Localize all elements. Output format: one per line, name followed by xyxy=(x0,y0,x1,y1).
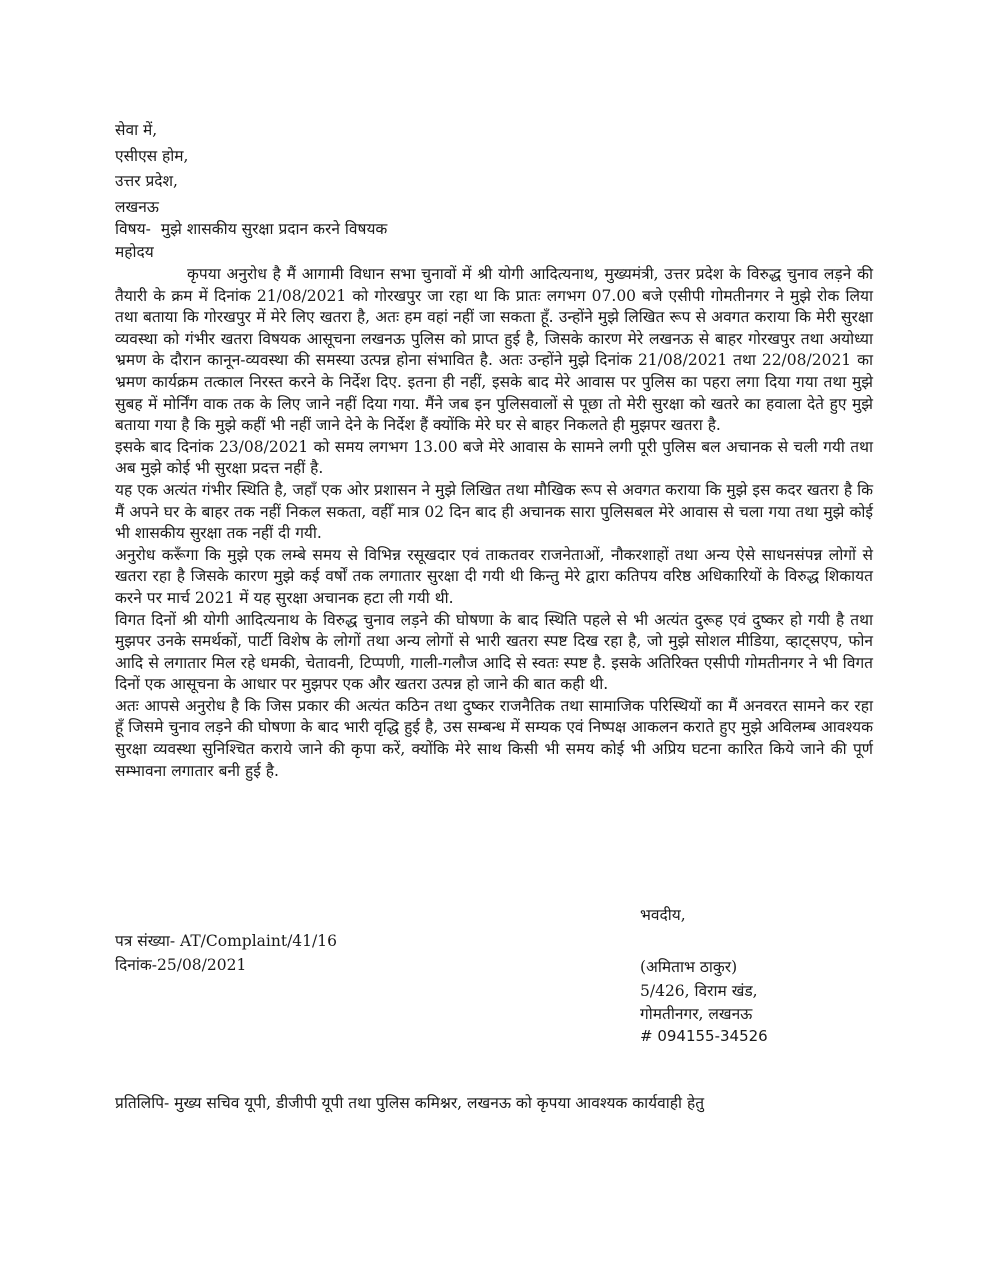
closing: भवदीय, xyxy=(640,906,686,924)
body-paragraph: विगत दिनों श्री योगी आदित्यनाथ के विरुद्ध चुनाव लड़ने की घोषणा के बाद स्थिति पहले से भी अत्यंत दुरूह एवं दुष्कर हो गयी है तथा मुझपर उनके समर्थकों, पार्टी विशेष के लोगों तथा अन्य लोगों से भारी खतरा स्पष्ट दिख रहा है, जो मुझे सोशल मीडिया, व्हाट्सएप, फोन आदि से लगातार मिल रहे धमकी, चेतावनी, टिप्पणी, गाली-गलौज आदि से स्वतः स्पष्ट है. इसके अतिरिक्त एसीपी गोमतीनगर ने भी विगत दिनों एक आसूचना के आधार पर मुझपर एक और खतरा उत्पन्न हो जाने की बात कही थी. xyxy=(115,610,873,694)
subject-line xyxy=(115,219,387,239)
body-paragraph: कृपया अनुरोध है मैं आगामी विधान सभा चुनावों में श्री योगी आदित्यनाथ, मुख्यमंत्री, उत्तर प्रदेश के विरुद्ध चुनाव लड़ने की तैयारी के क्रम में दिनांक 21/08/2021 को गोरखपुर जा रहा था कि प्रातः लगभग 07.00 बजे एसीपी गोमतीनगर ने मुझे रोक लिया तथा बताया कि गोरखपुर में मेरे लिए खतरा है, अतः हम वहां नहीं जा सकता हूँ. उन्होंने मुझे लिखित रूप से अवगत कराया कि मेरी सुरक्षा व्यवस्था को गंभीर खतरा विषयक आसूचना लखनऊ पुलिस को प्राप्त हुई है, जिसके कारण मेरे लखनऊ से बाहर गोरखपुर तथा अयोध्या भ्रमण के दौरान कानून-व्यवस्था की समस्या उत्पन्न होना संभावित है. अतः उन्होंने मुझे दिनांक 21/08/2021 तथा 22/08/2021 का भ्रमण कार्यक्रम तत्काल निरस्त करने के निर्देश दिए. इतना ही नहीं, इसके बाद मेरे आवास पर पुलिस का पहरा लगा दिया गया तथा मुझे सुबह में मोर्निंग वाक तक के लिए जाने नहीं दिया गया. मैंने जब इन पुलिसवालों से पूछा तो मेरी सुरक्षा को खतरे का हवाला देते हुए मुझे बताया गया है कि मुझे कहीं भी नहीं जाने देने के निर्देश हैं क्योंकि मेरे घर से बाहर निकलते ही मुझपर खतरा है. xyxy=(115,265,873,435)
address-recipient: एसीएस होम, xyxy=(115,147,189,165)
copy-to-line: प्रतिलिपि- मुख्य सचिव यूपी, डीजीपी यूपी तथा पुलिस कमिश्नर, लखनऊ को कृपया आवश्यक कार्यवाही हेतु xyxy=(115,1094,705,1112)
subject-label: विषय- xyxy=(115,220,151,238)
address-to: सेवा में, xyxy=(115,121,158,139)
body-paragraph: इसके बाद दिनांक 23/08/2021 को समय लगभग 13.00 बजे मेरे आवास के सामने लगी पूरी पुलिस बल अचानक से चली गयी तथा अब मुझे कोई भी सुरक्षा प्रदत्त नहीं है. xyxy=(115,437,873,478)
signature-name: (अमिताभ ठाकुर) xyxy=(640,958,738,976)
body-paragraph: अतः आपसे अनुरोध है कि जिस प्रकार की अत्यंत कठिन तथा दुष्कर राजनैतिक तथा सामाजिक परिस्थियों का मैं अनवरत सामने कर रहा हूँ जिसमे चुनाव लड़ने की घोषणा के बाद भारी वृद्धि हुई है, उस सम्बन्ध में सम्यक एवं निष्पक्ष आकलन कराते हुए मुझे अविलम्ब आवश्यक सुरक्षा व्यवस्था सुनिश्चित कराये जाने की कृपा करें, क्योंकि मेरे साथ किसी भी समय कोई भी अप्रिय घटना कारित किये जाने की पूर्ण सम्भावना लगातार बनी हुई है. xyxy=(115,696,873,780)
signature-address-2: गोमतीनगर, लखनऊ xyxy=(640,1005,753,1023)
subject-text: मुझे शासकीय सुरक्षा प्रदान करने विषयक xyxy=(160,220,388,238)
reference-number: पत्र संख्या- AT/Complaint/41/16 xyxy=(115,932,337,950)
letter-body xyxy=(115,264,873,782)
reference-date: दिनांक-25/08/2021 xyxy=(115,956,247,974)
signature-address-1: 5/426, विराम खंड, xyxy=(640,982,758,1000)
address-city: लखनऊ xyxy=(115,198,159,216)
body-paragraph: अनुरोध करूँगा कि मुझे एक लम्बे समय से विभिन्न रसूखदार एवं ताकतवर राजनेताओं, नौकरशाहों तथा अन्य ऐसे साधनसंपन्न लोगों से खतरा रहा है जिसके कारण मुझे कई वर्षों तक लगातार सुरक्षा दी गयी थी किन्तु मेरे द्वारा कतिपय वरिष्ठ अधिकारियों के विरुद्ध शिकायत करने पर मार्च 2021 में यह सुरक्षा अचानक हटा ली गयी थी. xyxy=(115,545,873,607)
signature-phone: # 094155-34526 xyxy=(640,1027,768,1045)
body-paragraph: यह एक अत्यंत गंभीर स्थिति है, जहाँ एक ओर प्रशासन ने मुझे लिखित तथा मौखिक रूप से अवगत कराया कि मुझे इस कदर खतरा है कि मैं अपने घर के बाहर तक नहीं निकल सकता, वहीँ मात्र 02 दिन बाद ही अचानक सारा पुलिसबल मेरे आवास से चला गया तथा मुझे कोई भी शासकीय सुरक्षा तक नहीं दी गयी. xyxy=(115,480,873,543)
address-state: उत्तर प्रदेश, xyxy=(115,172,178,190)
salutation: महोदय xyxy=(115,243,154,261)
